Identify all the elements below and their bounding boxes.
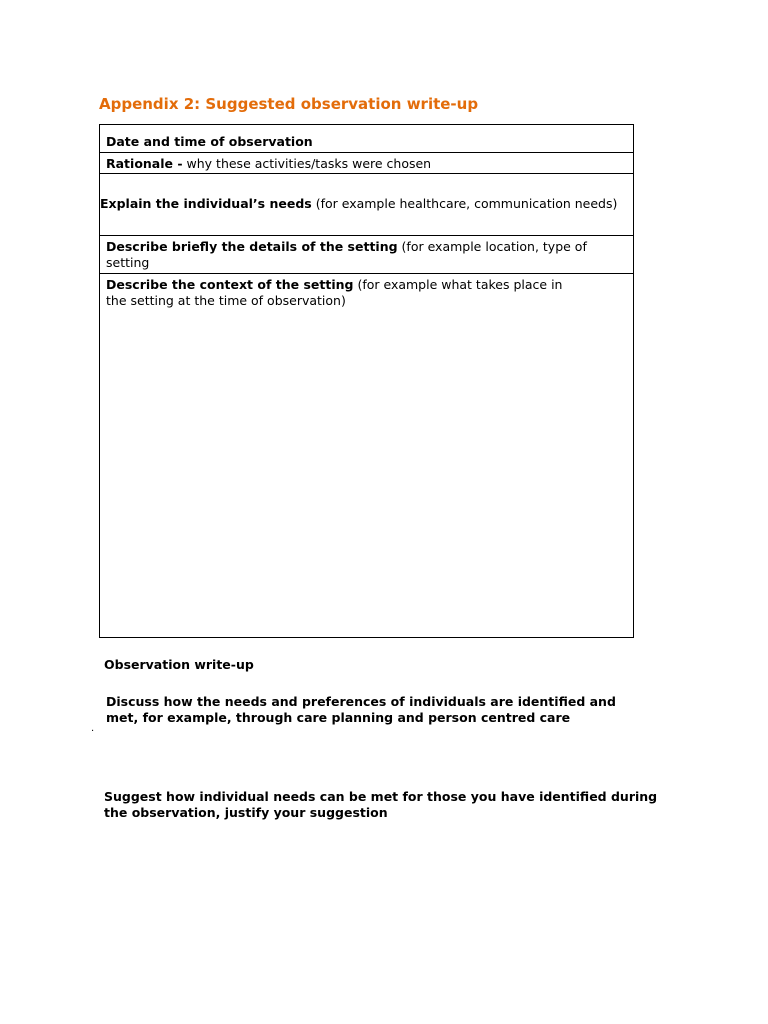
setting-label	[106, 239, 623, 271]
table-row-setting[interactable]	[100, 235, 633, 273]
table-row-needs[interactable]	[100, 173, 633, 235]
rationale-label	[106, 156, 623, 172]
discuss-prompt: Discuss how the needs and preferences of individuals are identified and met, for example, through care planning and person centred care	[106, 694, 616, 725]
date-time-label	[106, 134, 623, 150]
context-bold: Describe the context of the setting	[106, 277, 354, 292]
setting-bold: Describe briefly the details of the setting	[106, 239, 398, 254]
table-row-rationale[interactable]	[100, 152, 633, 173]
page-heading: Appendix 2: Suggested observation write-up	[99, 95, 479, 113]
observation-table	[99, 124, 634, 638]
context-hint: (for example what takes place in the setting at the time of observation)	[106, 277, 563, 308]
rationale-bold: Rationale -	[106, 156, 183, 171]
rationale-hint: why these activities/tasks were chosen	[182, 156, 432, 171]
table-row-date-time[interactable]	[100, 125, 633, 152]
needs-hint: (for example healthcare, communication needs)	[311, 196, 618, 211]
setting-hint: (for example location, type of setting	[106, 239, 587, 270]
bullet-dot: ·	[91, 726, 95, 737]
date-time-bold: Date and time of observation	[106, 134, 313, 149]
suggest-prompt: Suggest how individual needs can be met for those you have identified during the observation, justify your suggestion	[104, 789, 658, 820]
needs-label	[100, 196, 633, 212]
table-row-context[interactable]	[100, 273, 633, 637]
context-label	[106, 277, 573, 309]
write-up-title: Observation write-up	[104, 657, 254, 672]
needs-bold: Explain the individual’s needs	[100, 196, 312, 211]
